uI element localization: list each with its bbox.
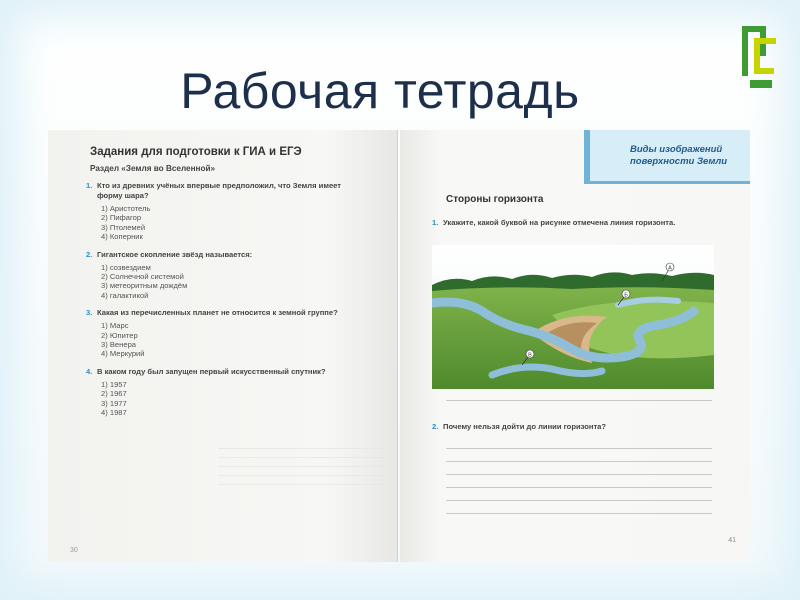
question-4 bbox=[86, 367, 386, 418]
answer-option: 1) Аристотель bbox=[101, 204, 151, 213]
question-number: 4. bbox=[86, 366, 93, 376]
left-page-title: Задания для подготовки к ГИА и ЕГЭ bbox=[90, 146, 302, 158]
answer-option: 4) 1987 bbox=[101, 408, 127, 418]
logo-icon bbox=[736, 18, 780, 96]
lesson-heading: Стороны горизонта bbox=[446, 194, 544, 205]
task-1 bbox=[432, 218, 722, 228]
answer-option: 3) Венера bbox=[101, 340, 137, 350]
answer-option: 2) 1967 bbox=[101, 389, 127, 399]
task-text: Почему нельзя дойти до линии горизонта? bbox=[443, 422, 607, 431]
answer-option: 3) Птолемей bbox=[101, 222, 146, 232]
answer-option: 1) 1957 bbox=[101, 379, 127, 389]
answer-option: 2) Пифагор bbox=[101, 213, 142, 223]
answer-lines-1 bbox=[446, 400, 712, 413]
chapter-header-text: Виды изображений поверхности Земли bbox=[630, 144, 728, 167]
right-page-number: 41 bbox=[728, 537, 736, 544]
answer-option: 2) Юпитер bbox=[101, 330, 138, 340]
left-page-number: 30 bbox=[70, 547, 78, 554]
answer-option: 3) метеоритным дождём bbox=[101, 281, 188, 291]
slide-title: Рабочая тетрадь bbox=[180, 63, 580, 119]
task-number: 1. bbox=[432, 218, 439, 227]
task-2 bbox=[432, 422, 722, 432]
chapter-header-tab bbox=[584, 130, 750, 184]
question-3 bbox=[86, 308, 386, 359]
answer-option: 1) Марс bbox=[101, 321, 129, 331]
question-text: Кто из древних учёных впервые предположил, что Земля имеет форму шара? bbox=[97, 181, 342, 200]
answer-option: 4) Коперник bbox=[101, 232, 143, 242]
question-number: 2. bbox=[86, 249, 93, 259]
label-b: Б bbox=[624, 292, 628, 299]
question-text: Гигантское скопление звёзд называется: bbox=[97, 249, 253, 259]
question-1 bbox=[86, 181, 386, 242]
task-text: Укажите, какой буквой на рисунке отмечена линия горизонта. bbox=[443, 218, 676, 227]
right-page bbox=[400, 130, 750, 562]
horizon-landscape-illustration bbox=[432, 245, 714, 389]
left-page bbox=[48, 130, 398, 562]
answer-lines-2 bbox=[446, 448, 712, 526]
question-2 bbox=[86, 250, 386, 301]
answer-option: 1) созвездием bbox=[101, 262, 151, 272]
question-number: 3. bbox=[86, 308, 93, 318]
workbook-spread bbox=[48, 130, 750, 562]
answer-option: 4) галактикой bbox=[101, 290, 149, 300]
show-through-text bbox=[218, 440, 388, 490]
question-text: В каком году был запущен первый искусственный спутник? bbox=[97, 366, 326, 376]
answer-option: 4) Меркурий bbox=[101, 349, 145, 359]
label-c: В bbox=[528, 352, 532, 359]
answer-option: 2) Солнечной системой bbox=[101, 272, 184, 282]
question-number: 1. bbox=[86, 181, 93, 190]
left-page-section: Раздел «Земля во Вселенной» bbox=[90, 164, 216, 173]
answer-option: 3) 1977 bbox=[101, 398, 127, 408]
question-text: Какая из перечисленных планет не относится к земной группе? bbox=[97, 308, 338, 318]
label-a: А bbox=[668, 265, 672, 272]
task-number: 2. bbox=[432, 422, 439, 431]
